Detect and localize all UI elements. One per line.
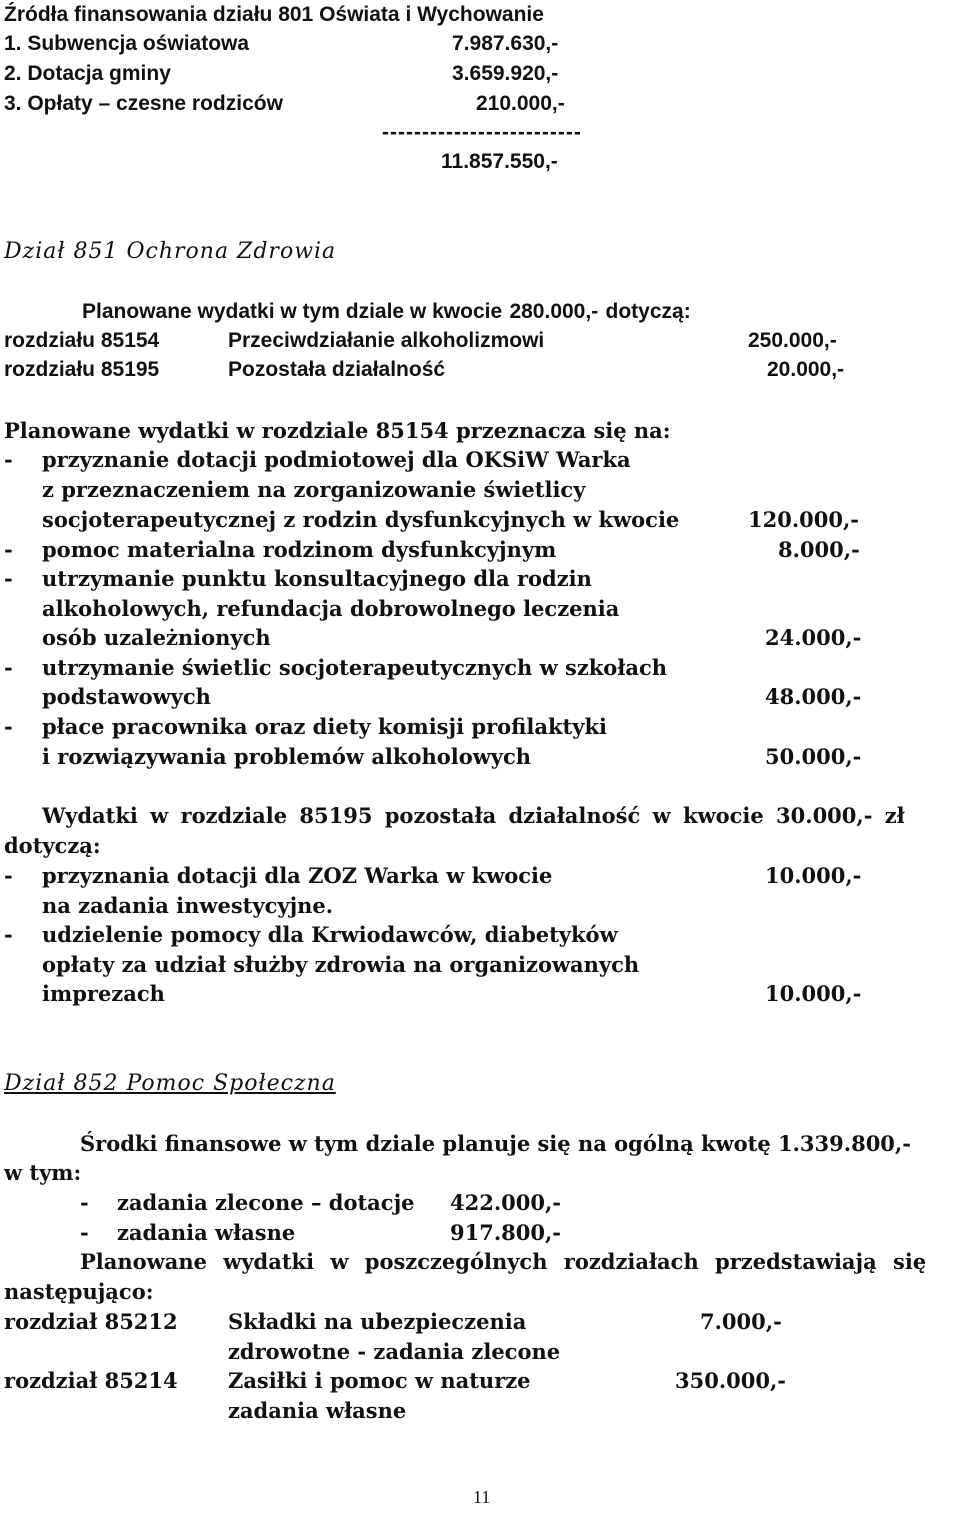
funding-item-value: 7.987.630,- [452, 32, 559, 55]
list-item-amount: 24.000,- [765, 625, 862, 650]
list-bullet: - [4, 863, 13, 888]
list-item-amount: 50.000,- [765, 744, 862, 769]
list-bullet: - [4, 714, 13, 739]
chapter-85195-intro-amount: 30.000,- zł [776, 803, 905, 828]
planned-total-line [82, 298, 691, 325]
list-item-line: płace pracownika oraz diety komisji profilaktyki [42, 714, 607, 739]
funding-item-value: 210.000,- [476, 92, 565, 115]
list-item-line: imprezach [42, 981, 165, 1006]
chapter-name: Składki na ubezpieczenia [228, 1309, 527, 1334]
chapter-name: Przeciwdziałanie alkoholizmowi [228, 329, 545, 352]
list-bullet: - [4, 655, 13, 680]
list-bullet: - [4, 537, 13, 562]
list-item-amount: 48.000,- [765, 684, 862, 709]
list-bullet: - [4, 447, 13, 472]
chapters-intro-line: Planowane wydatki w poszczególnych rozdziałach przedstawiają się [80, 1249, 927, 1274]
planned-total-text: Planowane wydatki w tym dziale w kwocie [82, 300, 503, 323]
list-item-line: z przeznaczeniem na zorganizowanie świetlicy [42, 477, 586, 502]
section-852-heading: Dział 852 Pomoc Społeczna [4, 1071, 336, 1096]
chapter-amount: 7.000,- [700, 1309, 782, 1334]
task-label: zadania zlecone – dotacje [117, 1190, 415, 1215]
list-item-line: na zadania inwestycyjne. [42, 893, 334, 918]
list-item-line: pomoc materialna rodzinom dysfunkcyjnym [42, 537, 557, 562]
chapter-name: zadania własne [228, 1398, 407, 1423]
chapter-amount: 250.000,- [748, 329, 837, 352]
chapter-85154-intro: Planowane wydatki w rozdziale 85154 przeznacza się na: [4, 418, 671, 443]
chapter-name: zdrowotne - zadania zlecone [228, 1339, 561, 1364]
page-number: 11 [473, 1487, 491, 1507]
chapter-name: Zasiłki i pomoc w naturze [228, 1368, 531, 1393]
funding-total: 11.857.550,- [441, 150, 558, 173]
funding-item-label: 1. Subwencja oświatowa [4, 32, 250, 55]
task-amount: 422.000,- [450, 1190, 562, 1215]
list-bullet: - [80, 1220, 89, 1245]
chapter-amount: 350.000,- [675, 1368, 787, 1393]
chapter-85195-intro [42, 803, 905, 829]
list-item-amount: 8.000,- [778, 537, 860, 562]
section-851-heading: Dział 851 Ochrona Zdrowia [4, 239, 337, 264]
list-item-line: podstawowych [42, 684, 211, 709]
task-label: zadania własne [117, 1220, 296, 1245]
chapter-85195-intro-text: Wydatki w rozdziale 85195 pozostała działalność w kwocie [42, 803, 764, 828]
list-item-amount: 10.000,- [765, 863, 862, 888]
funding-item-label: 2. Dotacja gminy [4, 62, 171, 85]
list-item-amount: 120.000,- [748, 507, 860, 532]
list-bullet: - [80, 1190, 89, 1215]
list-item-line: udzielenie pomocy dla Krwiodawców, diabetyków [42, 922, 618, 947]
task-amount: 917.800,- [450, 1220, 562, 1245]
chapter-code: rozdział 85212 [4, 1309, 178, 1334]
list-item-line: opłaty za udział służby zdrowia na organizowanych [42, 952, 640, 977]
list-item-line: osób uzależnionych [42, 625, 271, 650]
funding-item-label: 3. Opłaty – czesne rodziców [4, 92, 283, 115]
planned-total-suffix: dotyczą: [605, 300, 691, 323]
section-852-total-suffix: w tym: [4, 1160, 82, 1185]
section-801-title: Źródła finansowania działu 801 Oświata i Wychowanie [4, 3, 544, 26]
funding-item-value: 3.659.920,- [452, 62, 559, 85]
list-bullet: - [4, 566, 13, 591]
sum-separator: ------------------------- [382, 121, 582, 144]
chapter-code: rozdziału 85154 [4, 329, 160, 352]
list-item-line: utrzymanie świetlic socjoterapeutycznych w szkołach [42, 655, 668, 680]
list-item-line: socjoterapeutycznej z rodzin dysfunkcyjnych w kwocie [42, 507, 680, 532]
list-item-line: utrzymanie punktu konsultacyjnego dla rodzin [42, 566, 592, 591]
section-852-total-line: Środki finansowe w tym dziale planuje się na ogólną kwotę 1.339.800,- [80, 1131, 911, 1156]
list-item-line: przyznanie dotacji podmiotowej dla OKSiW Warka [42, 447, 631, 472]
list-item-line: alkoholowych, refundacja dobrowolnego leczenia [42, 596, 620, 621]
list-bullet: - [4, 922, 13, 947]
chapter-85195-intro-suffix: dotyczą: [4, 833, 101, 858]
list-item-amount: 10.000,- [765, 981, 862, 1006]
chapter-name: Pozostała działalność [228, 358, 446, 381]
list-item-line: i rozwiązywania problemów alkoholowych [42, 744, 532, 769]
chapters-intro-suffix: następująco: [4, 1279, 154, 1304]
chapter-code: rozdział 85214 [4, 1368, 178, 1393]
list-item-line: przyznania dotacji dla ZOZ Warka w kwocie [42, 863, 553, 888]
chapter-amount: 20.000,- [767, 358, 845, 381]
planned-total-amount: 280.000,- [509, 300, 599, 323]
chapter-code: rozdziału 85195 [4, 358, 160, 381]
